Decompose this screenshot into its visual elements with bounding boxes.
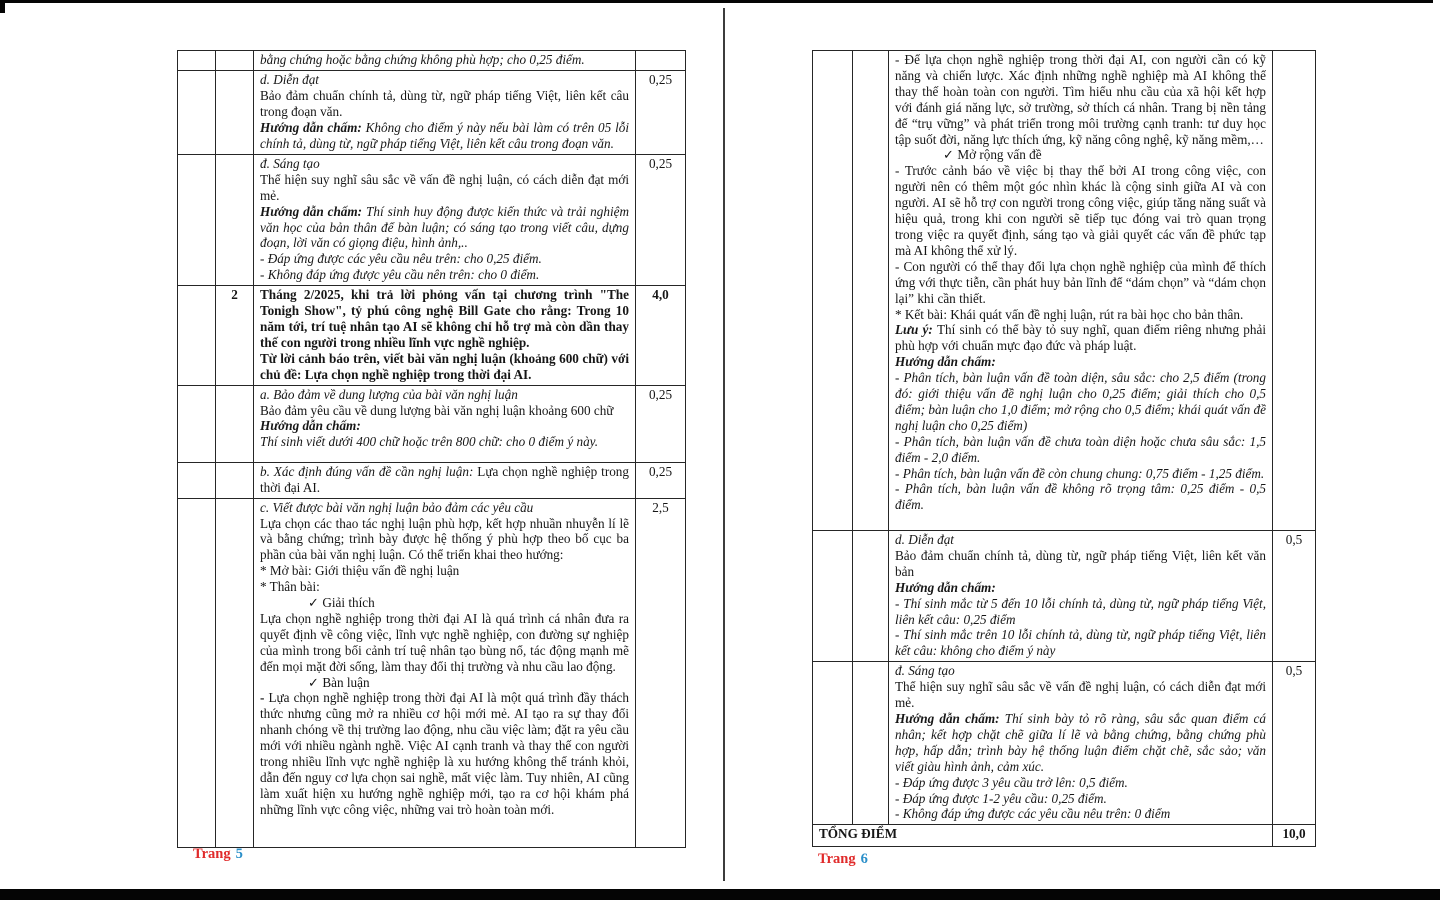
criteria-paragraph: [260, 156, 629, 172]
criteria-paragraph: [895, 627, 1266, 659]
section-cell: [178, 462, 216, 498]
screen-bottom-border: [0, 889, 1440, 900]
section-cell: [178, 385, 216, 462]
text-run: Không cho điểm ý này nếu bài làm có trên 05 lỗi chính tả, dùng từ, ngữ pháp tiếng Việt, liên kết câu trong đoạn văn.: [260, 119, 629, 151]
criteria-paragraph: [260, 418, 629, 434]
criteria-content-cell: [254, 154, 636, 285]
text-run: Lựa chọn nghề nghiệp trong thời đại AI là quá trình cá nhân đưa ra quyết định về công việc, lĩnh vực nghề nghiệp, con đường sự nghiệp của mình trong bối cảnh trí tuệ nhân tạo bùng nổ, tác động mạnh mẽ đến mọi mặt đời sống, làm thay đổi thị trường và nhu cầu lao động.: [260, 610, 629, 674]
rubric-row: [178, 154, 686, 285]
text-run: đ. Sáng tạo: [260, 155, 320, 171]
criteria-paragraph: [260, 120, 629, 152]
text-run: - Phân tích, bàn luận vấn đề không rõ trọng tâm: 0,25 điểm - 0,5 điểm.: [895, 481, 1266, 513]
page-6-footer: [818, 851, 868, 868]
criteria-paragraph: [260, 579, 629, 595]
criteria-paragraph: [260, 72, 629, 88]
criteria-paragraph: [260, 88, 629, 120]
question-number-cell: [216, 462, 254, 498]
rubric-row: [178, 462, 686, 498]
screen-top-border: [0, 0, 1433, 3]
text-run: ✓ Bàn luận: [308, 674, 370, 690]
criteria-paragraph: [260, 563, 629, 579]
criteria-paragraph: [260, 387, 629, 403]
criteria-paragraph: [260, 287, 629, 351]
text-run: Thí sinh bày tỏ rõ ràng, sâu sắc quan điểm cá nhân; kết hợp chặt chẽ giữa lí lẽ và bằng chứng, bằng chứng phù hợp, hấp dẫn; trình bày hệ thống luận điểm chặt chẽ, sắc sảo; văn viết giàu hình ảnh, cảm xúc.: [895, 710, 1266, 774]
check-bullet-line: [260, 595, 629, 611]
score-cell: 0,5: [1273, 531, 1316, 662]
page-5-rubric-table: [177, 50, 686, 848]
criteria-paragraph: [260, 204, 629, 252]
criteria-paragraph: [895, 307, 1266, 323]
page-5-table-body: [178, 51, 686, 848]
rubric-row: [813, 531, 1316, 662]
criteria-paragraph: [260, 52, 629, 68]
criteria-content-cell: [889, 51, 1273, 531]
footer-page-number: 5: [235, 846, 243, 862]
text-run: - Thí sinh mắc trên 10 lỗi chính tả, dùng từ, ngữ pháp tiếng Việt, liên kết câu: không cho điểm ý này: [895, 627, 1266, 659]
text-run: Hướng dẫn chấm:: [895, 710, 1005, 726]
text-run: đ. Sáng tạo: [895, 663, 955, 679]
text-run: Hướng dẫn chấm:: [260, 203, 367, 219]
text-run: Hướng dẫn chấm:: [260, 418, 361, 434]
criteria-paragraph: [895, 163, 1266, 258]
text-run: c. Viết được bài văn nghị luận bảo đảm các yêu cầu: [260, 499, 534, 515]
score-cell: [1273, 51, 1316, 531]
criteria-paragraph: [260, 690, 629, 817]
criteria-paragraph: [895, 434, 1266, 466]
criteria-paragraph: [895, 259, 1266, 307]
criteria-content-cell: [254, 462, 636, 498]
section-cell: [178, 498, 216, 847]
question-number-cell: [216, 51, 254, 71]
rubric-row: [813, 662, 1316, 825]
score-cell: [636, 51, 686, 71]
criteria-paragraph: [895, 596, 1266, 628]
criteria-content-cell: [254, 498, 636, 847]
criteria-paragraph: [895, 663, 1266, 679]
score-cell: 0,25: [636, 154, 686, 285]
question-number-cell: 2: [216, 286, 254, 385]
rubric-row: [178, 286, 686, 385]
criteria-paragraph: [895, 466, 1266, 482]
criteria-paragraph: [260, 403, 629, 419]
question-number-cell: [216, 154, 254, 285]
text-run: * Mở bài: Giới thiệu vấn đề nghị luận: [260, 563, 460, 579]
text-run: Hướng dẫn chấm:: [895, 579, 996, 595]
rubric-row: [178, 498, 686, 847]
score-cell: 0,5: [1273, 662, 1316, 825]
text-run: - Trước cảnh báo về việc bị thay thế bởi AI trong công việc, con người nên có thêm một góc nhìn khác là cộng sinh giữa AI và con người. AI sẽ hỗ trợ con người trong công việc, giúp tăng năng suất và hiệu quả, trong khi con người sẽ tiếp tục đóng vai trò quan trọng trong việc ra quyết định, sáng tạo và giải quyết các vấn đề phức tạp mà AI không thể xử lý.: [895, 163, 1266, 258]
text-run: Thể hiện suy nghĩ sâu sắc về vấn đề nghị luận, có cách diễn đạt mới mẻ.: [260, 171, 629, 203]
criteria-paragraph: [895, 548, 1266, 580]
footer-page-label: Trang: [818, 851, 856, 867]
text-run: Hướng dẫn chấm:: [895, 354, 996, 370]
section-cell: [813, 662, 853, 825]
criteria-content-cell: [254, 385, 636, 462]
check-bullet-line: [260, 675, 629, 691]
page-6-rubric-table: [812, 50, 1316, 847]
criteria-paragraph: [895, 791, 1266, 807]
criteria-paragraph: [895, 679, 1266, 711]
criteria-paragraph: [895, 481, 1266, 513]
text-run: - Con người có thể thay đổi lựa chọn nghề nghiệp của mình để thích ứng với thực tiễn, cần phát huy bản lĩnh để “dám chọn” và “dám chọn lại” khi cần thiết.: [895, 258, 1266, 306]
section-cell: [178, 51, 216, 71]
text-run: bằng chứng hoặc bằng chứng không phù hợp; cho 0,25 điểm.: [260, 52, 585, 67]
text-run: - Đáp ứng được 1-2 yêu cầu: 0,25 điểm.: [895, 790, 1107, 806]
text-run: d. Diễn đạt: [895, 532, 954, 547]
question-number-cell: [853, 662, 889, 825]
question-number-cell: [216, 498, 254, 847]
text-run: Lựa chọn nghề nghiệp trong thời đại AI.: [260, 463, 629, 495]
text-run: Từ lời cảnh báo trên, viết bài văn nghị luận (khoảng 600 chữ) với chủ đề: Lựa chọn nghề nghiệp trong thời đại AI.: [260, 350, 629, 382]
question-number-cell: [853, 51, 889, 531]
text-run: - Phân tích, bàn luận vấn đề chưa toàn diện hoặc chưa sâu sắc: 1,5 điểm - 2,0 điểm.: [895, 433, 1266, 465]
section-cell: [178, 286, 216, 385]
text-run: ✓ Giải thích: [308, 595, 375, 611]
criteria-content-cell: [889, 662, 1273, 825]
section-cell: [178, 154, 216, 285]
page-5-footer: [193, 846, 243, 863]
check-bullet-line: [895, 147, 1266, 163]
text-run: - Để lựa chọn nghề nghiệp trong thời đại AI, con người cần có kỹ năng và chiến lược. Xác định những nghề nghiệp mà AI không thể thay thế hoàn toàn con người. Tìm hiểu nhu cầu của xã hội kết hợp với đánh giá năng lực, sở trường, sở thích cá nhân. Trang bị nền tảng để “trụ vững” và phát triển trong môi trường cạnh tranh: tư duy học tập suốt đời, năng lực thích ứng, kỹ năng công nghệ, kỹ năng mềm,…: [895, 52, 1266, 147]
total-row: [813, 825, 1316, 847]
text-run: * Thân bài:: [260, 579, 320, 595]
criteria-content-cell: [254, 286, 636, 385]
text-run: Hướng dẫn chấm:: [260, 119, 366, 135]
rubric-row: [178, 385, 686, 462]
footer-page-number: 6: [860, 851, 868, 867]
text-run: Tháng 2/2025, khi trả lời phỏng vấn tại chương trình "The Tonigh Show", tỷ phú công nghệ Bill Gate cho rằng: Trong 10 năm tới, trí tuệ nhân tạo AI sẽ không chỉ hỗ trợ mà còn dần thay thế con người trong nhiều lĩnh vực nghề nghiệp.: [260, 287, 629, 350]
criteria-paragraph: [895, 322, 1266, 354]
section-cell: [813, 51, 853, 531]
criteria-paragraph: [260, 611, 629, 675]
score-cell: 4,0: [636, 286, 686, 385]
rubric-row: [178, 51, 686, 71]
text-run: a. Bảo đảm về dung lượng của bài văn nghị luận: [260, 386, 518, 402]
text-run: Bảo đảm yêu cầu về dung lượng bài văn nghị luận khoảng 600 chữ: [260, 402, 614, 418]
criteria-paragraph: [895, 52, 1266, 147]
criteria-paragraph: [895, 354, 1266, 370]
text-run: - Phân tích, bàn luận vấn đề còn chung chung: 0,75 điểm - 1,25 điểm.: [895, 465, 1265, 481]
text-run: Bảo đảm chuẩn chính tả, dùng từ, ngữ pháp tiếng Việt, liên kết câu trong đoạn văn.: [260, 87, 629, 119]
question-number-cell: [216, 70, 254, 154]
criteria-paragraph: [895, 532, 1266, 548]
criteria-paragraph: [260, 516, 629, 564]
criteria-content-cell: [254, 70, 636, 154]
text-run: Thí sinh viết dưới 400 chữ hoặc trên 800 chữ: cho 0 điểm ý này.: [260, 434, 599, 450]
criteria-paragraph: [260, 172, 629, 204]
question-number-cell: [216, 385, 254, 462]
score-cell: 0,25: [636, 462, 686, 498]
section-cell: [178, 70, 216, 154]
text-run: Thí sinh có thể bày tỏ suy nghĩ, quan điểm riêng nhưng phải phù hợp với chuẩn mực đạo đức và pháp luật.: [895, 322, 1266, 354]
total-score-label: TỔNG ĐIỂM: [813, 825, 1273, 847]
section-cell: [813, 531, 853, 662]
text-run: ✓ Mở rộng vấn đề: [943, 147, 1042, 163]
criteria-paragraph: [260, 464, 629, 496]
screen-left-border: [0, 0, 5, 13]
criteria-paragraph: [895, 711, 1266, 775]
rubric-row: [178, 70, 686, 154]
text-run: -: [260, 690, 269, 706]
score-cell: 0,25: [636, 385, 686, 462]
text-run: - Đáp ứng được 3 yêu cầu trở lên: 0,5 điểm.: [895, 774, 1128, 790]
criteria-content-cell: [889, 531, 1273, 662]
text-run: Lựa chọn các thao tác nghị luận phù hợp, kết hợp nhuần nhuyễn lí lẽ và bằng chứng; trình bày được hệ thống ý phù hợp theo bố cục ba phần của bài văn nghị luận. Có thể triển khai theo hướng:: [260, 515, 629, 563]
criteria-paragraph: [895, 806, 1266, 822]
text-run: Bảo đảm chuẩn chính tả, dùng từ, ngữ pháp tiếng Việt, liên kết văn bản: [895, 547, 1266, 579]
page-divider-line: [723, 8, 725, 881]
criteria-content-cell: [254, 51, 636, 71]
text-run: Thí sinh huy động được kiến thức và trải nghiệm văn học của bản thân để bàn luận; có sáng tạo trong viết câu, dựng đoạn, lời văn có giọng điệu, hình ảnh,..: [260, 203, 629, 251]
criteria-paragraph: [260, 500, 629, 516]
criteria-paragraph: [260, 267, 629, 283]
criteria-paragraph: [260, 351, 629, 383]
page-6-table-body: [813, 51, 1316, 847]
score-cell: 2,5: [636, 498, 686, 847]
text-run: * Kết bài: Khái quát vấn đề nghị luận, rút ra bài học cho bản thân.: [895, 306, 1244, 322]
criteria-paragraph: [260, 434, 629, 450]
total-score-value: 10,0: [1273, 825, 1316, 847]
question-number-cell: [853, 531, 889, 662]
text-run: Thể hiện suy nghĩ sâu sắc về vấn đề nghị luận, có cách diễn đạt mới mẻ.: [895, 679, 1266, 711]
text-run: Lưu ý:: [895, 322, 937, 338]
criteria-paragraph: [260, 251, 629, 267]
text-run: - Đáp ứng được các yêu cầu nêu trên: cho 0,25 điểm.: [260, 251, 542, 267]
criteria-paragraph: [895, 775, 1266, 791]
footer-page-label: Trang: [193, 846, 231, 862]
text-run: - Phân tích, bàn luận vấn đề toàn diện, sâu sắc: cho 2,5 điểm (trong đó: giới thiệu vấn đề nghị luận cho 0,25 điểm; giải thích cho 0,5 điểm; bàn luận cho 1,0 điểm; mở rộng cho 0,5 điểm; khái quát vấn đề nghị luận cho 0,25 điểm): [895, 370, 1266, 433]
score-cell: 0,25: [636, 70, 686, 154]
text-run: d. Diễn đạt: [260, 71, 319, 87]
criteria-paragraph: [895, 580, 1266, 596]
text-run: - Không đáp ứng được các yêu cầu nêu trên: 0 điểm: [895, 806, 1171, 822]
text-run: b. Xác định đúng vấn đề cần nghị luận:: [260, 463, 478, 479]
text-run: - Không đáp ứng được yêu cầu nên trên: cho 0 điểm.: [260, 267, 540, 283]
criteria-paragraph: [895, 370, 1266, 434]
text-run: - Thí sinh mắc từ 5 đến 10 lỗi chính tả, dùng từ, ngữ pháp tiếng Việt, liên kết câu: 0,25 điểm: [895, 595, 1266, 627]
rubric-row: [813, 51, 1316, 531]
text-run: Lựa chọn nghề nghiệp trong thời đại AI là một quá trình đầy thách thức nhưng cũng mở ra nhiều cơ hội mới mẻ. AI tạo ra sự thay đổi nhanh chóng về thị trường lao động, nhu cầu việc làm; đặt ra yêu cầu mới với nhiều ngành nghề. Việc AI cạnh tranh và thay thế con người trong nhiều lĩnh vực nghề nghiệp là xu hướng không thể tránh khỏi, dẫn đến nguy cơ lựa chọn sai nghề, mất việc làm. Tuy nhiên, AI cũng làm xuất hiện xu hướng nghề nghiệp mới, tạo ra cơ hội khám phá những lĩnh vực công việc, những vai trò hoàn toàn mới.: [260, 690, 629, 817]
